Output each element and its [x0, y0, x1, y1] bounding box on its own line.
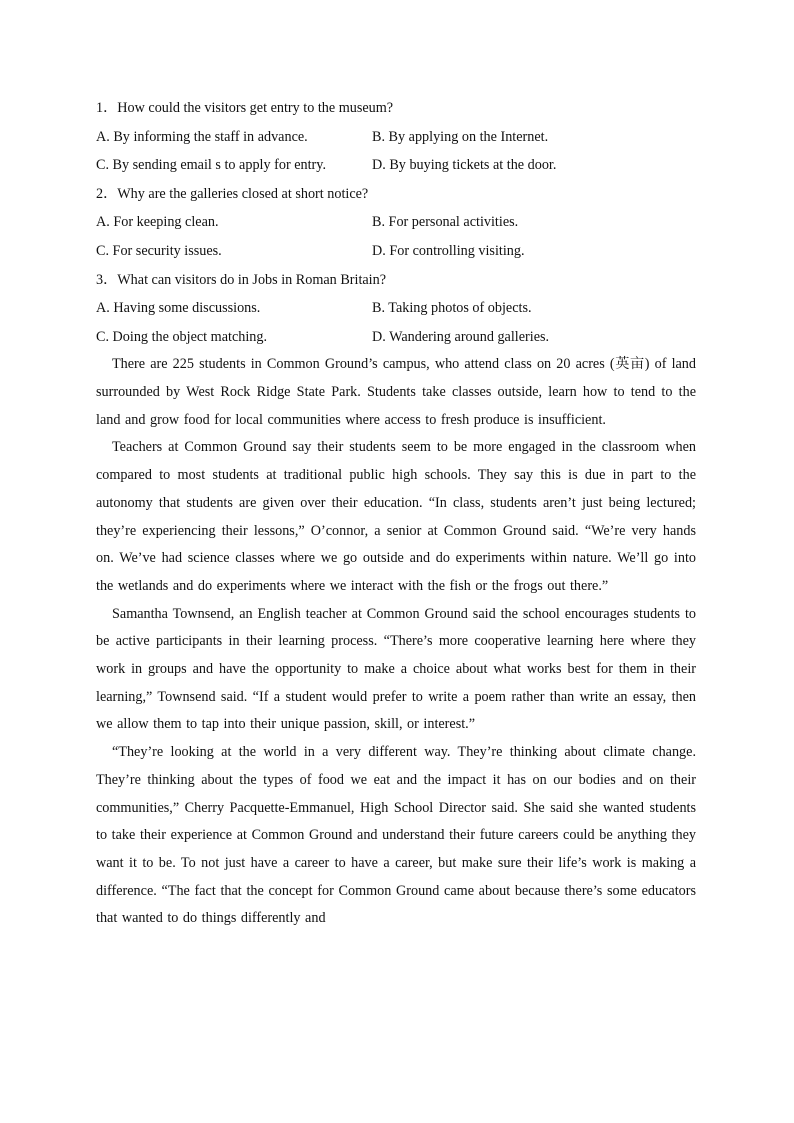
option-row	[96, 123, 696, 152]
document-page	[96, 94, 696, 933]
option-row	[96, 208, 696, 237]
question-1	[96, 94, 696, 180]
option-d: D. Wandering around galleries.	[372, 328, 550, 345]
option-d: D. By buying tickets at the door.	[372, 157, 557, 174]
question-stem: 2．Why are the galleries closed at short notice?	[96, 185, 369, 202]
passage-paragraph-2: Teachers at Common Ground say their students seem to be more engaged in the classroom when compared to most students at traditional public high schools. They say this is due in part to the autonomy that students are given over their education. “In class, students aren’t just being lectured; they’re experiencing their lessons,” O’connor, a senior at Common Ground said. “We’re very hands on. We’ve had science classes where we go outside and do experiments within nature. We’ll go into the wetlands and do experiments where we interact with the fish or the frogs out there.”	[96, 439, 696, 594]
passage-paragraph-4: “They’re looking at the world in a very different way. They’re thinking about climate change. They’re thinking about the types of food we eat and the impact it has on our bodies and on their communities,” Cherry Pacquette-Emmanuel, High School Director said. She said she wanted students to take their experience at Common Ground and understand their future careers could be anything they want it to be. To not just have a career to have a career, but make sure their life’s work is making a difference. “The fact that the concept for Common Ground came about because there’s some educators that wanted to do things differently and	[96, 744, 696, 927]
option-row	[96, 151, 696, 180]
option-row	[96, 323, 696, 352]
passage-paragraph-1: There are 225 students in Common Ground’s campus, who attend class on 20 acres (英亩) of land surrounded by West Rock Ridge State Park. Students take classes outside, learn how to tend to the land and grow food for local communities where access to fresh produce is insufficient.	[96, 356, 696, 428]
question-2	[96, 180, 696, 266]
reading-passage	[96, 351, 696, 933]
option-c: C. By sending email s to apply for entry.	[96, 157, 326, 174]
option-b: B. For personal activities.	[372, 214, 519, 231]
option-a: A. Having some discussions.	[96, 300, 261, 317]
question-3	[96, 266, 696, 352]
option-d: D. For controlling visiting.	[372, 242, 525, 259]
question-stem: 1．How could the visitors get entry to the museum?	[96, 100, 394, 116]
question-stem: 3．What can visitors do in Jobs in Roman Britain?	[96, 271, 387, 288]
option-c: C. Doing the object matching.	[96, 328, 268, 345]
passage-paragraph-3: Samantha Townsend, an English teacher at Common Ground said the school encourages students to be active participants in their learning process. “There’s more cooperative learning here where they work in groups and have the opportunity to make a choice about what works best for them in their learning,” Townsend said. “If a student would prefer to write a poem rather than write an essay, then we allow them to tap into their unique passion, skill, or interest.”	[96, 605, 696, 733]
option-a: A. For keeping clean.	[96, 214, 219, 231]
option-c: C. For security issues.	[96, 242, 222, 259]
option-row	[96, 294, 696, 323]
option-a: A. By informing the staff in advance.	[96, 128, 308, 145]
option-b: B. By applying on the Internet.	[372, 128, 549, 145]
option-b: B. Taking photos of objects.	[372, 300, 532, 317]
option-row	[96, 237, 696, 266]
